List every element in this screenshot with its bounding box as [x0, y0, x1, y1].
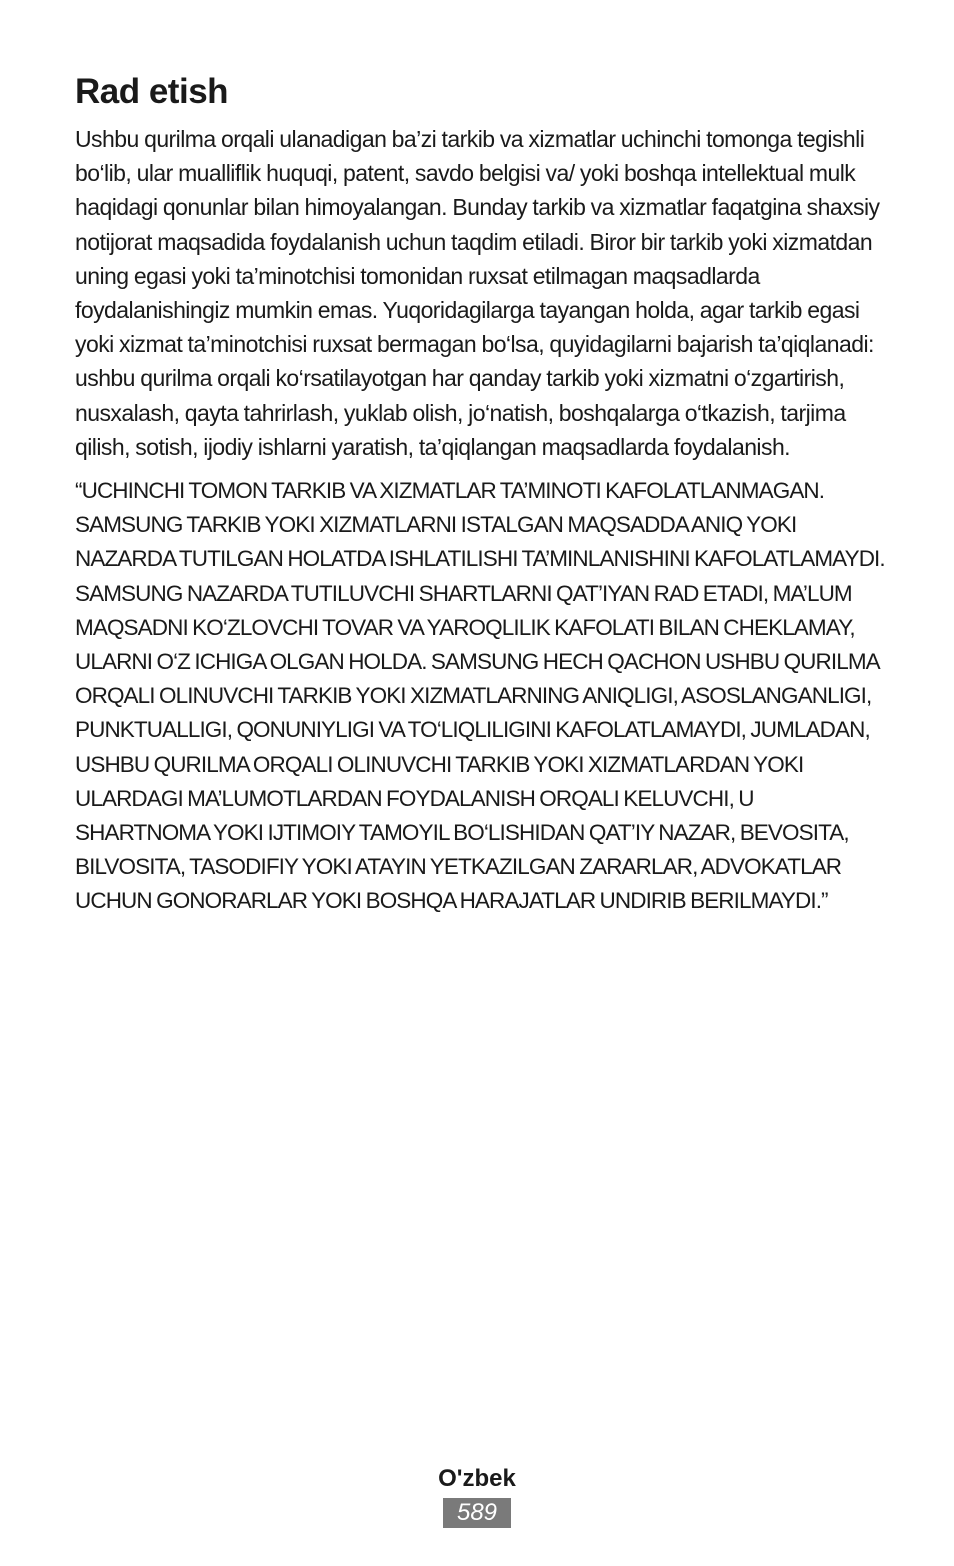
intro-paragraph: Ushbu qurilma orqali ulanadigan ba’zi tarkib va xizmatlar uchinchi tomonga tegishli bo‘lib, ular mualliflik huquqi, patent, savdo belgisi va/ yoki boshqa intellektual mulk haqidagi qonunlar bilan himoyalangan. Bunday tarkib va xizmatlar faqatgina shaxsiy notijorat maqsadida foydalanish uchun taqdim etiladi. Biror bir tarkib yoki xizmatdan uning egasi yoki ta’minotchisi tomonidan ruxsat etilmagan maqsadlarda foydalanishingiz mumkin emas. Yuqoridagilarga tayangan holda, agar tarkib egasi yoki xizmat ta’minotchisi ruxsat bermagan bo‘lsa, quyidagilarni bajarish ta’qiqlanadi: ushbu qurilma orqali ko‘rsatilayotgan har qanday tarkib yoki xizmatni o‘zgartirish, nusxalash, qayta tahrirlash, yuklab olish, jo‘natish, boshqalarga o‘tkazish, tarjima qilish, sotish, ijodiy ishlarni yaratish, ta’qiqlangan maqsadlarda foydalanish. [75, 126, 880, 460]
document-body [75, 68, 885, 919]
page-number: 589 [443, 1498, 511, 1528]
page-footer [0, 1462, 954, 1528]
section-heading: Rad etish [75, 72, 229, 111]
footer-language: O'zbek [438, 1465, 516, 1492]
disclaimer-paragraph: “UCHINCHI TOMON TARKIB VA XIZMATLAR TA’MINOTI KAFOLATLANMAGAN. SAMSUNG TARKIB YOKI XIZMATLARNI ISTALGAN MAQSADDA ANIQ YOKI NAZARDA TUTILGAN HOLATDA ISHLATILISHI TA’MINLANISHINI KAFOLATLAMAYDI. SAMSUNG NAZARDA TUTILUVCHI SHARTLARNI QAT’IYAN RAD ETADI, MA’LUM MAQSADNI KO‘ZLOVCHI TOVAR VA YAROQLILIK KAFOLATI BILAN CHEKLAMAY, ULARNI O‘Z ICHIGA OLGAN HOLDA. SAMSUNG HECH QACHON USHBU QURILMA ORQALI OLINUVCHI TARKIB YOKI XIZMATLARNING ANIQLIGI, ASOSLANGANLIGI, PUNKTUALLIGI, QONUNIYLIGI VA TO‘LIQLILIGINI KAFOLATLAMAYDI, JUMLADAN, USHBU QURILMA ORQALI OLINUVCHI TARKIB YOKI XIZMATLARDAN YOKI ULARDAGI MA’LUMOTLARDAN FOYDALANISH ORQALI KELUVCHI, U SHARTNOMA YOKI IJTIMOIY TAMOYIL BO‘LISHIDAN QAT’IY NAZAR, BEVOSITA, BILVOSITA, TASODIFIY YOKI ATAYIN YETKAZILGAN ZARARLAR, ADVOKATLAR UCHUN GONORARLAR YOKI BOSHQA HARAJATLAR UNDIRIB BERILMAYDI.” [75, 478, 885, 914]
